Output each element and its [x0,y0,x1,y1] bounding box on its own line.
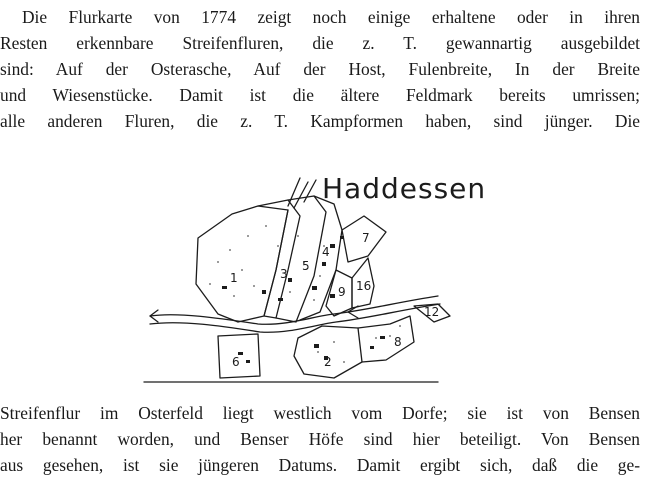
parcel-label-7: 7 [362,231,370,245]
stream-line [150,304,440,332]
parcel-label-2: 2 [324,355,332,369]
parcel-label-12: 12 [424,305,440,319]
text-line: aus gesehen, ist sie jüngeren Datums. Damit ergibt sich, daß die ge- [0,455,640,475]
parcel-outline [294,326,362,378]
map-stroke [288,178,316,208]
parcel-outline [276,196,326,322]
text-line: Streifenflur im Osterfeld liegt westlich vom Dorfe; sie ist von Bensen [0,403,640,423]
text-line: Die Flurkarte von 1774 zeigt noch einige erhaltene oder in ihren [22,7,640,27]
parcel-label-5: 5 [302,259,310,273]
paragraph-bottom [0,400,640,478]
farm-buildings [222,236,385,363]
parcel-outline [196,206,288,322]
parcel-label-4: 4 [322,245,330,259]
text-line: und Wiesenstücke. Damit ist die ältere Feldmark bereits umrissen; [0,85,640,105]
text-line: alle anderen Fluren, die z. T. Kampformen haben, sind jünger. Die [0,111,640,131]
text-line: Resten erkennbare Streifenfluren, die z. T. gewannartig ausgebildet [0,33,640,53]
parcel-label-6: 6 [232,355,240,369]
parcel-outline [300,196,342,320]
paragraph-top [0,4,640,134]
field-map-figure [138,166,498,390]
parcel-label-16: 16 [356,279,372,293]
parcel-label-9: 9 [338,285,346,299]
parcel-label-1: 1 [230,271,238,285]
parcel-label-3: 3 [280,267,288,281]
text-line: her benannt worden, und Benser Höfe sind hier beteiligt. Von Bensen [0,429,640,449]
text-line: sind: Auf der Osterasche, Auf der Host, Fulenbreite, In der Breite [0,59,640,79]
stream-line [150,296,438,324]
map-title: Haddessen [322,172,487,205]
parcel-outline [358,316,414,362]
parcel-label-8: 8 [394,335,402,349]
